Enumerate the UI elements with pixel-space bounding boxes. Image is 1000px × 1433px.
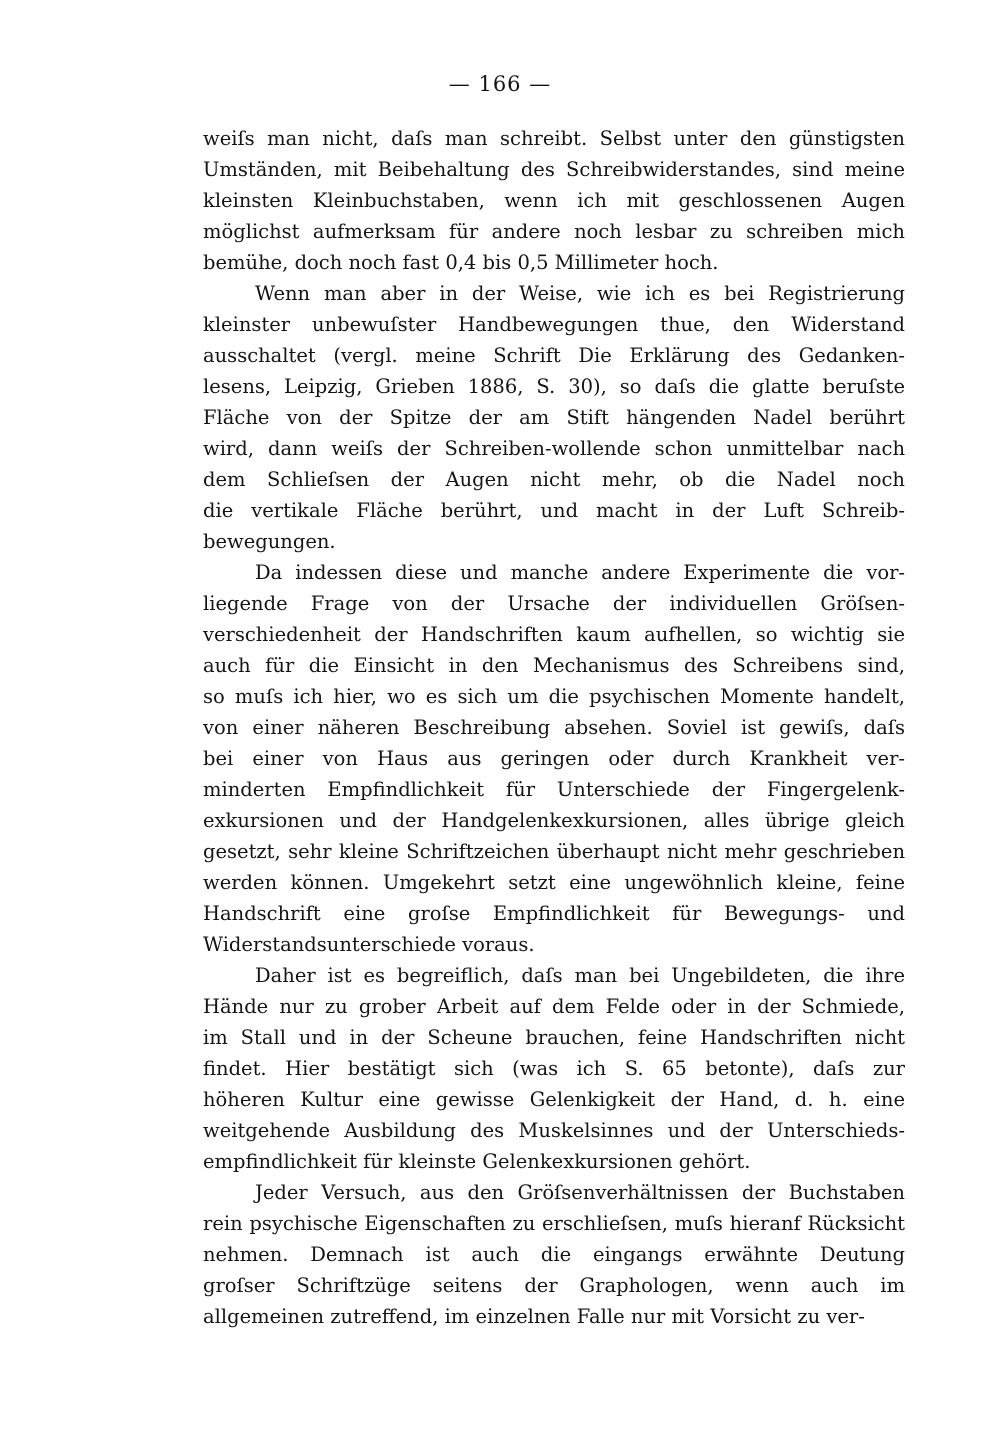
text-line: nehmen. Demnach ist auch die eingangs erwähnte Deutung [203,1243,905,1266]
body-text [203,123,905,1332]
text-line: so muſs ich hier, wo es sich um die psychischen Momente handelt, [203,685,905,708]
paragraph [203,557,905,960]
text-line: im Stall und in der Scheune brauchen, feine Handschriften nicht [203,1026,905,1049]
text-line: kleinsten Kleinbuchstaben, wenn ich mit geschlossenen Augen [203,189,905,212]
text-line: Jeder Versuch, aus den Gröſsenverhältnissen der Buchstaben [255,1181,905,1204]
text-line: weiſs man nicht, daſs man schreibt. Selbst unter den günstigsten [203,127,905,150]
text-line: verschiedenheit der Handschriften kaum aufhellen, so wichtig sie [203,623,905,646]
text-line: Hände nur zu grober Arbeit auf dem Felde oder in der Schmiede, [203,995,905,1018]
text-line: weitgehende Ausbildung des Muskelsinnes und der Unterschieds- [203,1119,905,1142]
text-line: liegende Frage von der Ursache der individuellen Gröſsen- [203,592,905,615]
text-line: exkursionen und der Handgelenkexkursionen, alles übrige gleich [203,809,905,832]
paragraph [203,960,905,1177]
text-line: allgemeinen zutreffend, im einzelnen Falle nur mit Vorsicht zu ver- [203,1305,865,1328]
text-line: bemühe, doch noch fast 0,4 bis 0,5 Millimeter hoch. [203,251,719,274]
text-line: die vertikale Fläche berührt, und macht in der Luft Schreib- [203,499,905,522]
text-line: Widerstandsunterschiede voraus. [203,933,535,956]
text-line: Fläche von der Spitze der am Stift hängenden Nadel berührt [203,406,905,429]
text-line: ausschaltet (vergl. meine Schrift Die Erklärung des Gedanken- [203,344,905,367]
page-number: — 166 — [448,72,552,96]
text-line: Handschrift eine groſse Empfindlichkeit für Bewegungs- und [203,902,905,925]
paragraph [203,123,905,278]
text-line: bei einer von Haus aus geringen oder durch Krankheit ver- [203,747,905,770]
text-line: dem Schlieſsen der Augen nicht mehr, ob die Nadel noch [203,468,905,491]
text-line: groſser Schriftzüge seitens der Graphologen, wenn auch im [203,1274,905,1297]
text-line: Wenn man aber in der Weise, wie ich es bei Registrierung [255,282,905,305]
text-line: möglichst aufmerksam für andere noch lesbar zu schreiben mich [203,220,905,243]
text-line: lesens, Leipzig, Grieben 1886, S. 30), so daſs die glatte beruſste [203,375,905,398]
text-line: empfindlichkeit für kleinste Gelenkexkursionen gehört. [203,1150,751,1173]
text-line: minderten Empfindlichkeit für Unterschiede der Fingergelenk- [203,778,905,801]
text-line: kleinster unbewuſster Handbewegungen thue, den Widerstand [203,313,905,336]
text-line: von einer näheren Beschreibung absehen. Soviel ist gewiſs, daſs [203,716,905,739]
text-line: auch für die Einsicht in den Mechanismus des Schreibens sind, [203,654,905,677]
text-line: rein psychische Eigenschaften zu erschlieſsen, muſs hieranf Rücksicht [203,1212,905,1235]
text-line: werden können. Umgekehrt setzt eine ungewöhnlich kleine, feine [203,871,905,894]
text-line: wird, dann weiſs der Schreiben-wollende schon unmittelbar nach [203,437,905,460]
text-line: Daher ist es begreiflich, daſs man bei Ungebildeten, die ihre [255,964,905,987]
paragraph [203,1177,905,1332]
text-line: Umständen, mit Beibehaltung des Schreibwiderstandes, sind meine [203,158,905,181]
text-line: höheren Kultur eine gewisse Gelenkigkeit der Hand, d. h. eine [203,1088,905,1111]
text-line: findet. Hier bestätigt sich (was ich S. 65 betonte), daſs zur [203,1057,905,1080]
text-line: gesetzt, sehr kleine Schriftzeichen überhaupt nicht mehr geschrieben [203,840,905,863]
paragraph [203,278,905,557]
text-line: Da indessen diese und manche andere Experimente die vor- [255,561,905,584]
text-line: bewegungen. [203,530,336,553]
